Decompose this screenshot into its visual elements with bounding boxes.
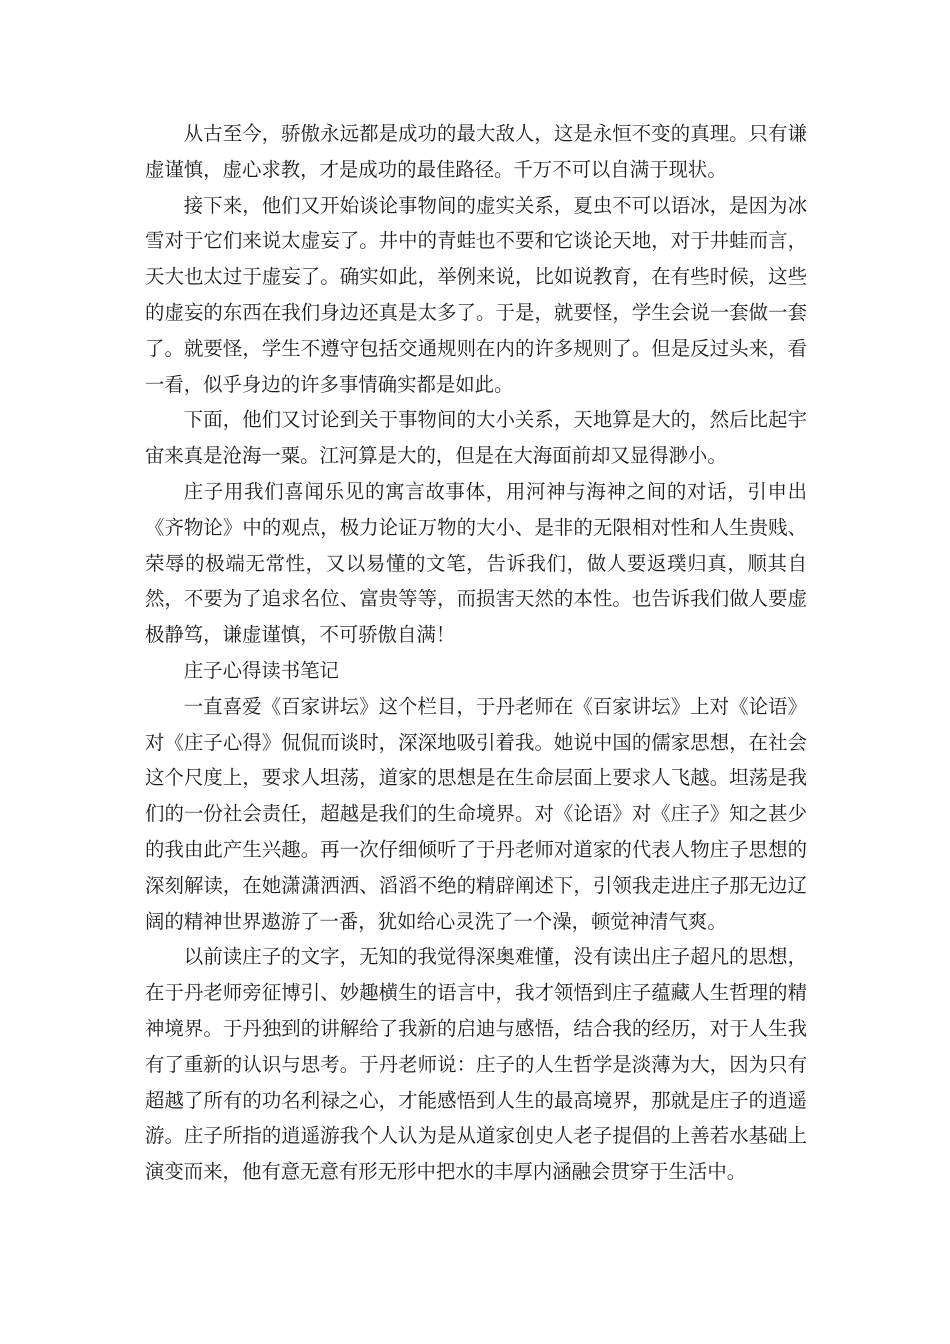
paragraph-illusion: 接下来，他们又开始谈论事物间的虚实关系，夏虫不可以语冰，是因为冰雪对于它们来说太虚妄了。井中的青蛙也不要和它谈论天地，对于井蛙而言，天大也太过于虚妄了。确实如此，举例来说，比如说教育，在有些时候，这些的虚妄的东西在我们身边还真是太多了。于是，就要怪，学生会说一套做一套了。就要怪，学生不遵守包括交通规则在内的许多规则了。但是反过头来，看一看，似乎身边的许多事情确实都是如此。 <box>145 193 807 396</box>
section-heading: 庄子心得读书笔记 <box>183 658 339 682</box>
paragraph-arrogance: 从古至今，骄傲永远都是成功的最大敌人，这是永恒不变的真理。只有谦虚谨慎，虚心求教，才是成功的最佳路径。千万不可以自满于现状。 <box>145 122 807 181</box>
paragraph-size: 下面，他们又讨论到关于事物间的大小关系，天地算是大的，然后比起宇宙来真是沧海一粟。江河算是大的，但是在大海面前却又显得渺小。 <box>145 408 807 468</box>
paragraph-reflection: 以前读庄子的文字，无知的我觉得深奥难懂，没有读出庄子超凡的思想，在于丹老师旁征博引、妙趣横生的语言中，我才领悟到庄子蕴藏人生哲理的精神境界。于丹独到的讲解给了我新的启迪与感悟，结合我的经历，对于人生我有了重新的认识与思考。于丹老师说：庄子的人生哲学是淡薄为大，因为只有超越了所有的功名利禄之心，才能感悟到人生的最高境界，那就是庄子的逍遥游。庄子所指的逍遥游我个人认为是从道家创史人老子提倡的上善若水基础上演变而来，他有意无意有形无形中把水的丰厚内涵融会贯穿于生活中。 <box>145 945 807 1184</box>
paragraph-lecture: 一直喜爱《百家讲坛》这个栏目，于丹老师在《百家讲坛》上对《论语》对《庄子心得》侃侃而谈时，深深地吸引着我。她说中国的儒家思想，在社会这个尺度上，要求人坦荡，道家的思想是在生命层面上要求人飞越。坦荡是我们的一份社会责任，超越是我们的生命境界。对《论语》对《庄子》知之甚少的我由此产生兴趣。再一次仔细倾听了于丹老师对道家的代表人物庄子思想的深刻解读，在她潇潇洒洒、滔滔不绝的精辟阐述下，引领我走进庄子那无边辽阔的精神世界遨游了一番，犹如给心灵洗了一个澡，顿觉神清气爽。 <box>145 694 807 933</box>
document-page <box>145 116 807 1190</box>
paragraph-fable: 庄子用我们喜闻乐见的寓言故事体，用河神与海神之间的对话，引申出《齐物论》中的观点，极力论证万物的大小、是非的无限相对性和人生贵贱、荣辱的极端无常性，又以易懂的文笔，告诉我们，做人要返璞归真，顺其自然，不要为了追求名位、富贵等等，而损害天然的本性。也告诉我们做人要虚极静笃，谦虚谨慎，不可骄傲自满！ <box>145 479 807 647</box>
